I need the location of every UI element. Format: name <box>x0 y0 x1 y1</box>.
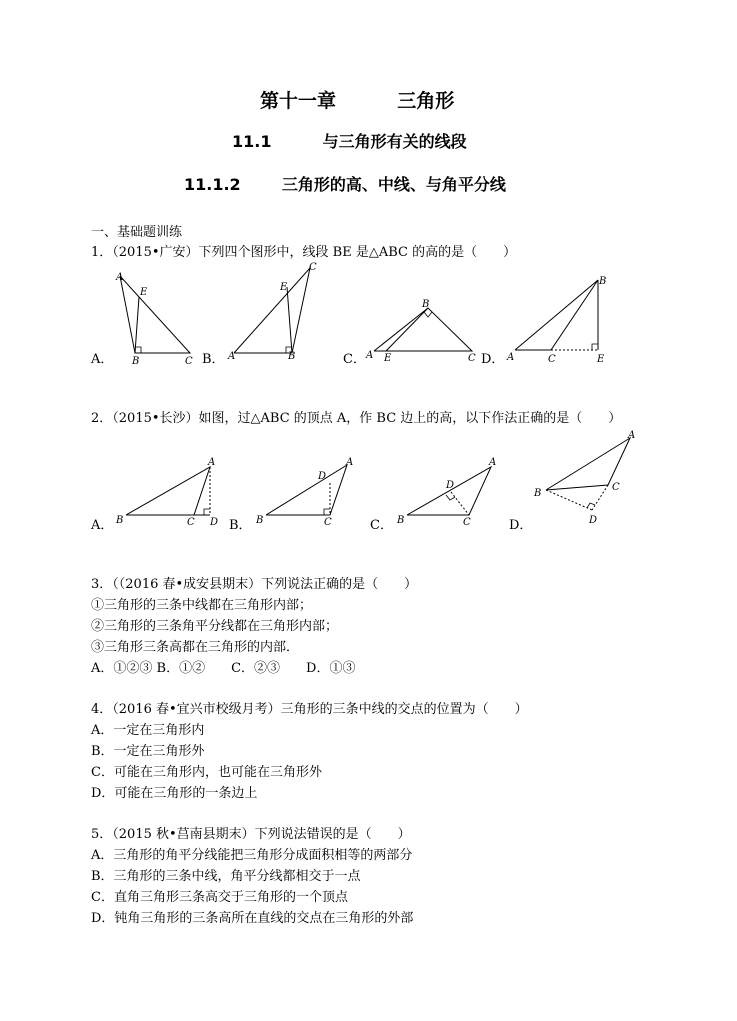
q1d-right-angle <box>592 344 598 350</box>
q2-figure-b <box>252 455 362 528</box>
chapter-title: 三角形 <box>397 90 455 112</box>
q1c-segment-be <box>386 308 428 351</box>
q2-option-a[interactable]: A． <box>91 518 114 533</box>
q2c-wrong-height <box>451 492 469 515</box>
q3-statement-1: ①三角形的三条中线都在三角形内部； <box>91 598 313 613</box>
q1-stem: 1．（2015•广安）下列四个图形中，线段 BE 是△ABC 的高的是（ ） <box>91 245 517 260</box>
q1-option-a[interactable]: A． <box>91 352 114 367</box>
q2a-label-d: D <box>210 517 219 528</box>
q1-option-c[interactable]: C． <box>343 352 366 367</box>
q2c-label-a: A <box>489 457 497 468</box>
q3-statement-2: ②三角形的三条角平分线都在三角形内部； <box>91 619 339 634</box>
q2a-label-c: C <box>187 517 195 528</box>
section-heading <box>232 129 467 152</box>
q5-stem: 5．（2015 秋•莒南县期末）下列说法错误的是（ ） <box>91 827 411 842</box>
q2d-label-a: A <box>628 430 636 441</box>
q1b-label-a: A <box>228 351 236 362</box>
q3-options[interactable]: A．①②③ B．①② C．②③ D．①③ <box>91 661 356 676</box>
q1a-triangle <box>120 276 190 353</box>
chapter-number: 第十一章 <box>260 90 337 112</box>
q2-figure-c <box>393 455 503 528</box>
q1b-triangle <box>234 268 310 353</box>
q2b-label-d: D <box>318 471 327 482</box>
q2a-right-angle <box>204 509 210 515</box>
q1b-segment-be <box>287 287 292 353</box>
q1-figure-a <box>110 268 193 368</box>
q1-figure-c <box>362 296 482 366</box>
section-title: 与三角形有关的线段 <box>322 132 467 151</box>
q1d-label-a: A <box>507 352 515 363</box>
q5-option-a[interactable]: A．三角形的角平分线能把三角形分成面积相等的两部分 <box>91 848 413 863</box>
part-heading: 一、基础题训练 <box>91 225 183 240</box>
q5-option-d[interactable]: D．钝角三角形的三条高所在直线的交点在三角形的外部 <box>91 911 414 926</box>
q2b-right-angle <box>324 509 330 515</box>
q5-option-c[interactable]: C．直角三角形三条高交于三角形的一个顶点 <box>91 890 348 905</box>
q2b-label-a: A <box>346 457 354 468</box>
q1-option-b[interactable]: B． <box>202 352 225 367</box>
q3-stem: 3．（（2016 春•成安县期末）下列说法正确的是（ ） <box>91 577 418 592</box>
chapter-heading <box>260 86 454 113</box>
q2d-height-cd <box>592 485 608 510</box>
q2d-label-d: D <box>589 515 598 526</box>
q1c-label-b: B <box>422 299 430 310</box>
q1c-label-a: A <box>366 350 374 361</box>
q1c-label-e: E <box>384 353 392 364</box>
q2c-label-c: C <box>463 517 471 528</box>
q1c-triangle <box>374 308 472 351</box>
section-number: 11.1 <box>232 132 272 151</box>
q4-option-d[interactable]: D．可能在三角形的一条边上 <box>91 786 258 801</box>
q2b-label-b: B <box>256 515 264 526</box>
q2-option-b[interactable]: B． <box>229 518 252 533</box>
q2a-label-b: B <box>116 515 124 526</box>
q1d-label-c: C <box>548 354 556 365</box>
q2a-label-a: A <box>208 457 216 468</box>
q1-figure-b <box>222 260 317 362</box>
q4-stem: 4．（2016 春•宜兴市校级月考）三角形的三条中线的交点的位置为（ ） <box>91 702 528 717</box>
q1c-label-c: C <box>468 353 476 364</box>
q2-option-c[interactable]: C． <box>370 518 393 533</box>
q2a-triangle <box>126 467 210 515</box>
q4-option-a[interactable]: A．一定在三角形内 <box>91 723 205 738</box>
subsection-number: 11.1.2 <box>184 175 241 194</box>
q1b-label-e: E <box>280 282 288 293</box>
q1-figure-d <box>503 270 613 370</box>
q1c-right-angle <box>424 312 432 317</box>
q1a-label-e: E <box>140 287 148 298</box>
q1d-label-e: E <box>597 354 605 365</box>
q1a-right-angle <box>135 347 141 353</box>
q2d-label-c: C <box>612 482 620 493</box>
q2-figure-d <box>532 428 642 528</box>
q2d-label-b: B <box>534 488 542 499</box>
q1-option-d[interactable]: D． <box>481 352 505 367</box>
q1b-label-b: B <box>288 351 296 362</box>
subsection-title: 三角形的高、中线、与角平分线 <box>281 175 506 194</box>
q4-option-b[interactable]: B．一定在三角形外 <box>91 744 205 759</box>
q2-stem: 2．（2015•长沙）如图，过△ABC 的顶点 A，作 BC 边上的高，以下作法正确的是（ ） <box>91 411 622 426</box>
q2-option-d[interactable]: D． <box>509 518 533 533</box>
q5-option-b[interactable]: B．三角形的三条中线，角平分线都相交于一点 <box>91 869 361 884</box>
q1a-label-a: A <box>116 272 124 283</box>
q1a-label-c: C <box>185 356 193 367</box>
q1d-triangle <box>515 280 598 350</box>
q2-figure-a <box>112 455 232 528</box>
q1a-segment-be <box>135 297 139 353</box>
q1d-label-b: B <box>599 276 607 287</box>
q1a-label-b: B <box>132 356 140 367</box>
q1b-label-c: C <box>309 262 317 273</box>
q2d-right-angle <box>587 503 595 508</box>
q2b-triangle <box>266 465 347 515</box>
q2c-label-b: B <box>397 515 405 526</box>
q2d-height-bd <box>546 490 592 510</box>
subsection-heading <box>184 172 506 195</box>
q2c-label-d: D <box>446 480 455 491</box>
q2b-label-c: C <box>324 517 332 528</box>
q3-statement-3: ③三角形三条高都在三角形的内部． <box>91 640 300 655</box>
q4-option-c[interactable]: C．可能在三角形内，也可能在三角形外 <box>91 765 322 780</box>
q2c-triangle <box>407 467 491 515</box>
